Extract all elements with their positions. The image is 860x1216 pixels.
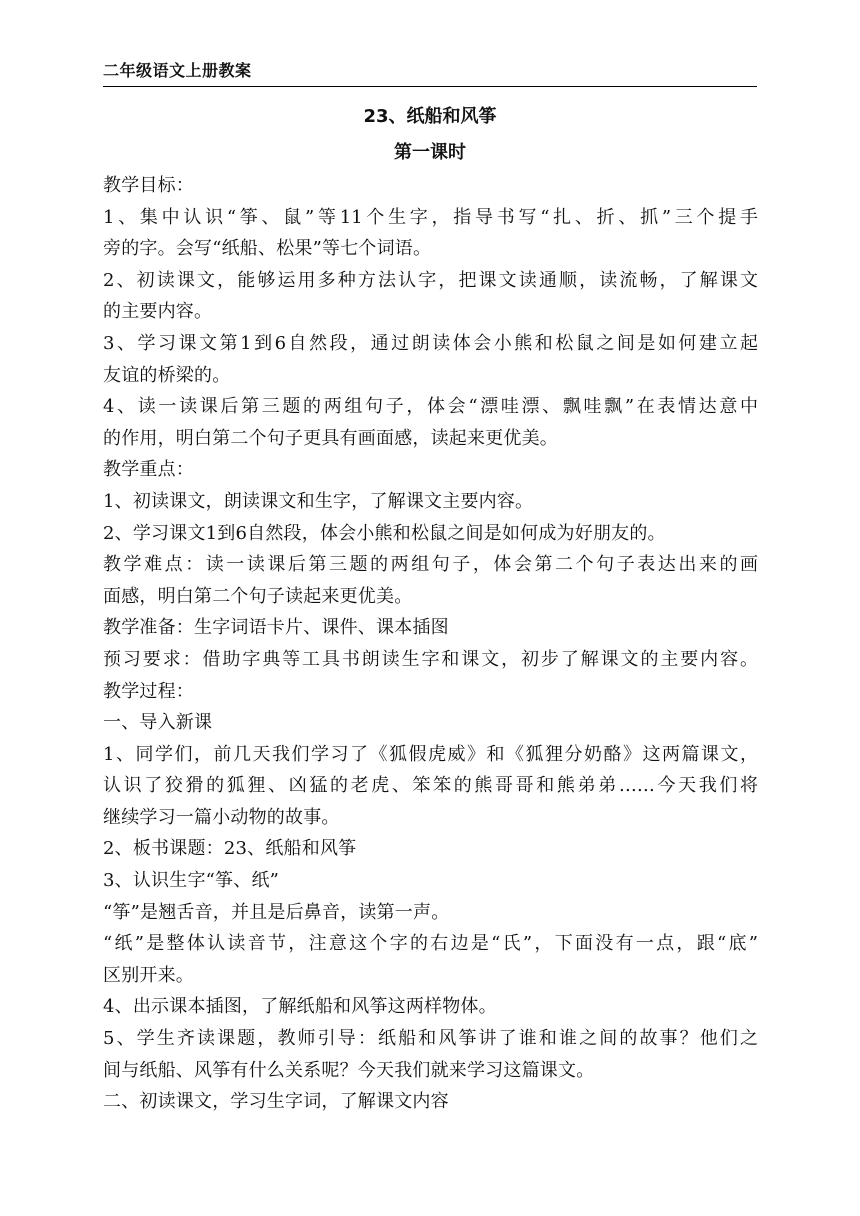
text-line: 2、板书课题：23、纸船和风筝 <box>103 838 357 860</box>
text-line: 3、认识生字“筝、纸” <box>103 870 280 892</box>
text-line: 教学目标： <box>103 175 194 196</box>
text-line: 4、读一读课后第三题的两组句子，体会“漂哇漂、飘哇飘”在表情达意中 <box>103 396 758 418</box>
text-line: 3、学习课文第1到6自然段，通过朗读体会小熊和松鼠之间是如何建立起 <box>103 332 758 354</box>
lesson-body <box>103 170 758 1118</box>
text-line: “筝”是翘舌音，并且是后鼻音，读第一声。 <box>103 901 450 923</box>
text-line: 1、初读课文，朗读课文和生字，了解课文主要内容。 <box>103 490 534 512</box>
page-header <box>103 60 757 87</box>
text-line: 1、集中认识“筝、鼠”等11个生字，指导书写“扎、折、抓”三个提手 <box>103 206 758 228</box>
text-line: 教学准备：生字词语卡片、课件、课本插图 <box>103 617 449 639</box>
lesson-title: 23、纸船和风筝 <box>363 106 497 127</box>
text-line: 区别开来。 <box>103 964 194 986</box>
lesson-subtitle: 第一课时 <box>394 142 466 163</box>
text-line: 教学难点：读一读课后第三题的两组句子，体会第二个句子表达出来的画 <box>103 554 758 576</box>
text-line: 2、初读课文，能够运用多种方法认字，把课文读通顺，读流畅，了解课文 <box>103 269 758 291</box>
text-line: 二、初读课文，学习生字词，了解课文内容 <box>103 1091 449 1113</box>
text-line: “纸”是整体认读音节，注意这个字的右边是“氏”，下面没有一点，跟“底” <box>103 933 758 955</box>
text-line: 一、导入新课 <box>103 712 213 734</box>
text-line: 1、同学们，前几天我们学习了《狐假虎威》和《狐狸分奶酪》这两篇课文， <box>103 743 758 765</box>
text-line: 预习要求：借助字典等工具书朗读生字和课文，初步了解课文的主要内容。 <box>103 648 758 670</box>
text-line: 教学重点： <box>103 459 194 481</box>
text-line: 5、学生齐读课题，教师引导：纸船和风筝讲了谁和谁之间的故事？他们之 <box>103 1028 758 1050</box>
text-line: 面感，明白第二个句子读起来更优美。 <box>103 585 413 607</box>
text-line: 的主要内容。 <box>103 301 213 323</box>
text-line: 友谊的桥梁的。 <box>103 364 231 386</box>
header-title: 二年级语文上册教案 <box>103 61 252 80</box>
text-line: 教学过程： <box>103 680 194 702</box>
text-line: 认识了狡猾的狐狸、凶猛的老虎、笨笨的熊哥哥和熊弟弟……今天我们将 <box>103 775 758 797</box>
text-line: 旁的字。会写“纸船、松果”等七个词语。 <box>103 238 432 260</box>
text-line: 4、出示课本插图，了解纸船和风筝这两样物体。 <box>103 996 497 1018</box>
text-line: 的作用，明白第二个句子更具有画面感，读起来更优美。 <box>103 427 558 449</box>
text-line: 间与纸船、风筝有什么关系呢？今天我们就来学习这篇课文。 <box>103 1059 595 1081</box>
text-line: 继续学习一篇小动物的故事。 <box>103 806 340 828</box>
text-line: 2、学习课文1到6自然段，体会小熊和松鼠之间是如何成为好朋友的。 <box>103 522 666 544</box>
